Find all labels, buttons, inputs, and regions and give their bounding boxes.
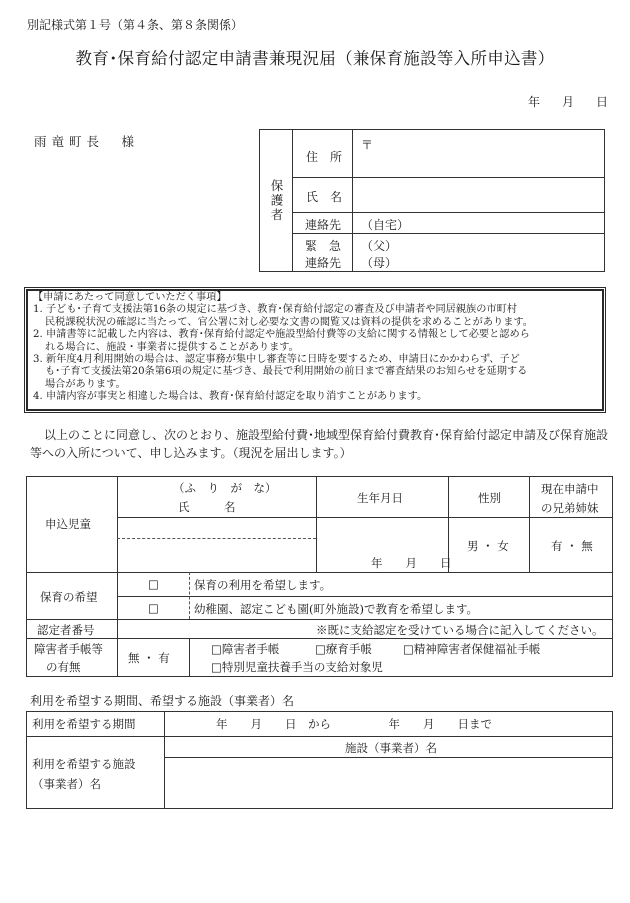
contact-label: 連絡先 — [293, 213, 353, 233]
facility-label-2: （事業者）名 — [32, 777, 101, 791]
handbook-mental[interactable]: □精神障害者保健福祉手帳 — [403, 642, 541, 656]
consent-line: れる場合に、施設・事業者に提供することがあります。 — [45, 341, 299, 353]
wish-2-checkbox[interactable]: □ — [148, 601, 159, 615]
siblings-label-2: の兄弟姉妹 — [541, 501, 599, 515]
applicant-child-label: 申込児童 — [45, 517, 91, 531]
name-input[interactable] — [361, 188, 630, 204]
siblings-label-1: 現在申請中 — [541, 482, 599, 496]
mother-phone-input[interactable]: （母） — [361, 256, 398, 270]
guardian-name-row — [293, 178, 604, 213]
furigana-label: （ふ り が な） — [173, 481, 277, 495]
date-day: 日 — [596, 95, 609, 109]
date-line — [520, 93, 608, 110]
consent-heading: 【申請にあたって同意していただく事項】 — [33, 292, 227, 303]
handbook-special-allowance[interactable]: □特別児童扶養手当の支給対象児 — [211, 660, 383, 674]
guardian-emergency-row — [293, 234, 604, 271]
sex-options[interactable]: 男 ・ 女 — [467, 539, 509, 553]
birthdate-label: 生年月日 — [357, 491, 403, 505]
consent-line: 1. 子ども･子育て支援法第16条の規定に基づき、教育･保育給付認定の審査及び申請者や同居親族の市町村 — [33, 304, 517, 316]
child-name-label: 氏 名 — [178, 500, 236, 514]
childcare-wish-label: 保育の希望 — [40, 590, 98, 604]
form-number: 別記様式第１号（第４条、第８条関係） — [27, 18, 244, 32]
address-input[interactable]: 〒 — [361, 138, 374, 152]
form-title: 教育･保育給付認定申請書兼現況届（兼保育施設等入所申込書） — [75, 49, 555, 68]
disability-yn[interactable]: 無 ・ 有 — [128, 651, 170, 665]
facility-name-header: 施設（事業者）名 — [345, 741, 437, 755]
siblings-options[interactable]: 有 ・ 無 — [551, 539, 593, 553]
birthdate-value[interactable]: 年 月 日 — [371, 556, 452, 570]
disability-label-1: 障害者手帳等 — [34, 642, 103, 656]
guardian-address-row — [293, 130, 604, 178]
wish-1-checkbox[interactable]: □ — [148, 577, 159, 591]
date-year: 年 — [528, 95, 541, 109]
handbook-physical[interactable]: □障害者手帳 — [211, 642, 280, 656]
consent-box — [26, 289, 604, 411]
facility-section-title: 利用を希望する期間、希望する施設（事業者）名 — [30, 694, 295, 708]
address-label: 住 所 — [293, 130, 353, 177]
date-month: 月 — [562, 95, 575, 109]
guardian-label: 保護者 — [260, 130, 293, 271]
consent-line: 2. 申請書等に記載した内容は、教育･保育給付認定や施設型給付費等の支給に関する情報として必要と認めら — [33, 329, 530, 341]
sex-label: 性別 — [478, 491, 501, 505]
addressee: 雨竜町長 様 — [34, 134, 140, 149]
wish-1-text: 保育の利用を希望します。 — [194, 578, 332, 592]
facility-label-1: 利用を希望する施設 — [32, 757, 136, 771]
disability-label-2: の有無 — [46, 660, 81, 674]
handbook-rehab[interactable]: □療育手帳 — [315, 642, 372, 656]
cert-number-label: 認定者番号 — [37, 623, 95, 637]
consent-line: 場合があります。 — [45, 378, 126, 390]
guardian-contact-row — [293, 213, 604, 234]
guardian-box — [259, 129, 605, 272]
period-value[interactable]: 年 月 日 から 年 月 日まで — [216, 717, 492, 731]
name-label: 氏 名 — [293, 178, 353, 212]
consent-line: も･子育て支援法第20条第6項の規定に基づき、最長で利用開始の前日まで審査結果のお知らせを延期する — [45, 366, 528, 378]
facility-name-input[interactable] — [168, 762, 608, 804]
wish-2-text: 幼稚園、認定こども園(町外施設)で教育を希望します。 — [194, 602, 479, 616]
consent-line: 3. 新年度4月利用開始の場合は、認定事務が集中し審査等に日時を要するため、申請日にかかわらず、子ど — [33, 354, 520, 366]
father-phone-input[interactable]: （父） — [361, 239, 398, 253]
emergency-label: 緊 急 連絡先 — [293, 234, 353, 271]
intro-paragraph: 以上のことに同意し、次のとおり、施設型給付費･地域型保育給付費教育･保育給付認定申請及び保育施設等への入所について、申し込みます。（現況を届出します。） — [30, 428, 609, 460]
period-label: 利用を希望する期間 — [32, 717, 136, 731]
cert-number-note: ※既に支給認定を受けている場合に記入してください。 — [316, 623, 604, 637]
home-phone-input[interactable]: （自宅） — [361, 218, 410, 232]
consent-line: 4. 申請内容が事実と相違した場合は、教育･保育給付認定を取り消すことがあります。 — [33, 391, 428, 403]
consent-line: 民税課税状況の確認に当たって、官公署に対し必要な文書の閲覧又は資料の提供を求めることがあります。 — [45, 316, 533, 328]
